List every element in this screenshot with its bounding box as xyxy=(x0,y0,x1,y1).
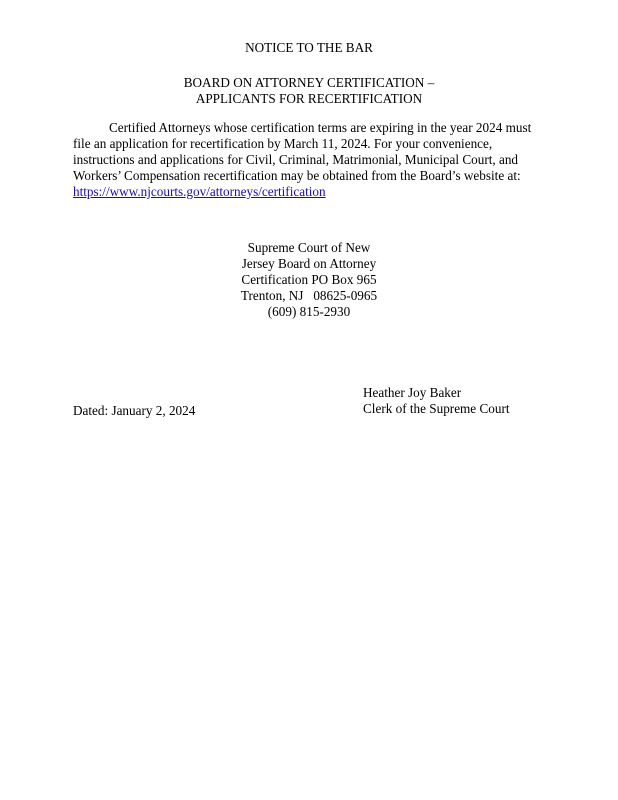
notice-title-text: NOTICE TO THE BAR xyxy=(245,40,373,55)
signer-name: Heather Joy Baker xyxy=(363,385,462,400)
certification-website-link[interactable]: https://www.njcourts.gov/attorneys/certification xyxy=(73,184,326,199)
body-paragraph xyxy=(73,120,573,200)
dated-text: Dated: January 2, 2024 xyxy=(73,403,196,418)
body-line-2: file an application for recertification by March 11, 2024. For your convenience, xyxy=(73,136,493,151)
board-heading-line-2: APPLICANTS FOR RECERTIFICATION xyxy=(195,91,423,106)
board-heading xyxy=(0,75,618,107)
signer-title: Clerk of the Supreme Court xyxy=(363,401,510,416)
address-line-4: Trenton, NJ 08625-0965 xyxy=(240,288,378,303)
board-heading-line-1: BOARD ON ATTORNEY CERTIFICATION – xyxy=(183,75,435,90)
address-block xyxy=(219,240,399,320)
address-line-2: Jersey Board on Attorney xyxy=(241,256,377,271)
body-line-4: Workers’ Compensation recertification may be obtained from the Board’s website at: xyxy=(73,168,521,183)
dated-line xyxy=(73,403,323,419)
address-line-3: Certification PO Box 965 xyxy=(241,272,377,287)
signature-block xyxy=(363,385,583,417)
address-line-1: Supreme Court of New xyxy=(247,240,371,255)
body-line-1: Certified Attorneys whose certification terms are expiring in the year 2024 must xyxy=(109,120,532,135)
address-line-5: (609) 815-2930 xyxy=(267,304,351,319)
body-line-3: instructions and applications for Civil, Criminal, Matrimonial, Municipal Court, and xyxy=(73,152,519,167)
notice-title xyxy=(0,40,618,56)
